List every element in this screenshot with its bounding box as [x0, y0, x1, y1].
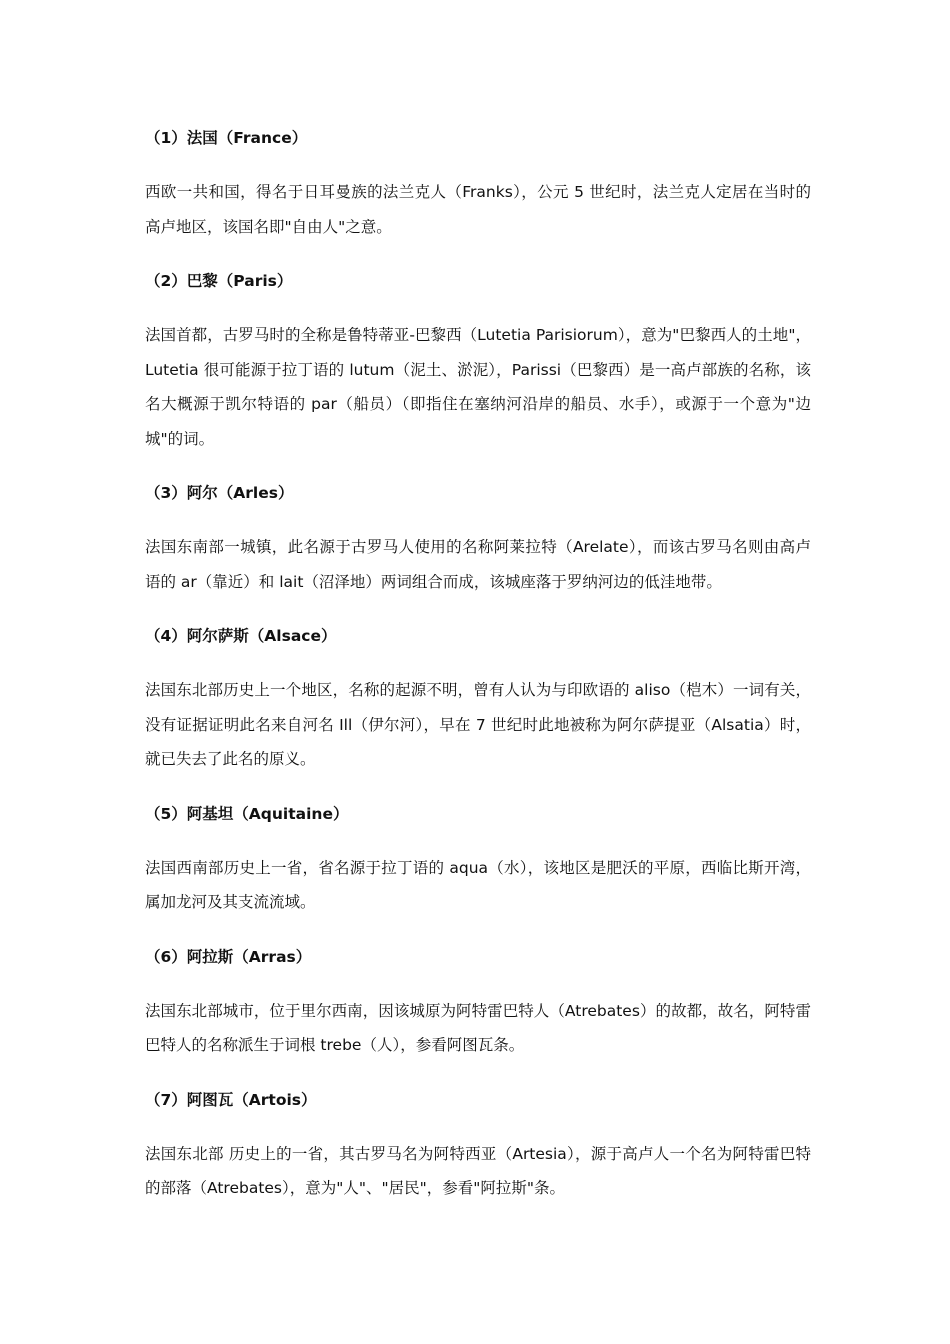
entry-body-arles: 法国东南部一城镇，此名源于古罗马人使用的名称阿莱拉特（Arelate），而该古罗马名则由高卢语的 ar（靠近）和 lait（沼泽地）两词组合而成，该城座落于罗纳河边的低洼地带。 [145, 538, 811, 591]
entry-list [145, 121, 811, 1226]
entry-heading-alsace: （4）阿尔萨斯（Alsace） [145, 627, 337, 645]
entry-body-arras: 法国东北部城市，位于里尔西南，因该城原为阿特雷巴特人（Atrebates）的故都，故名，阿特雷巴特人的名称派生于词根 trebe（人），参看阿图瓦条。 [145, 1001, 811, 1054]
entry-heading-artois: （7）阿图瓦（Artois） [145, 1090, 317, 1109]
entry-body-paris: 法国首都，古罗马时的全称是鲁特蒂亚-巴黎西（Lutetia Parisiorum），意为"巴黎西人的土地"，Lutetia 很可能源于拉丁语的 lutum（泥土、淤泥），Parissi（巴黎西）是一高卢部族的名称，该名大概源于凯尔特语的 par（船员）（即指住在塞纳河沿岸的船员、水手），或源于一个意为"边城"的词。 [145, 326, 811, 448]
entry-body-artois: 法国东北部 历史上的一省，其古罗马名为阿特西亚（Artesia），源于高卢人一个名为阿特雷巴特的部落（Atrebates），意为"人"、"居民"，参看"阿拉斯"条。 [145, 1144, 811, 1197]
entry-body-aquitaine: 法国西南部历史上一省，省名源于拉丁语的 aqua（水），该地区是肥沃的平原，西临比斯开湾，属加龙河及其支流流域。 [145, 858, 811, 911]
entry-heading-france: （1）法国（France） [145, 129, 308, 147]
entry-body-france: 西欧一共和国，得名于日耳曼族的法兰克人（Franks），公元 5 世纪时，法兰克人定居在当时的高卢地区，该国名即"自由人"之意。 [145, 183, 811, 236]
entry-heading-arles: （3）阿尔（Arles） [145, 484, 294, 502]
entry-heading-aquitaine: （5）阿基坦（Aquitaine） [145, 804, 349, 823]
entry-heading-paris: （2）巴黎（Paris） [145, 272, 293, 290]
entry-heading-arras: （6）阿拉斯（Arras） [145, 947, 312, 966]
entry-body-alsace: 法国东北部历史上一个地区，名称的起源不明，曾有人认为与印欧语的 aliso（桤木）一词有关，没有证据证明此名来自河名 Ill（伊尔河），早在 7 世纪时此地被称为阿尔萨提亚（Alsatia）时，就已失去了此名的原义。 [145, 681, 811, 768]
